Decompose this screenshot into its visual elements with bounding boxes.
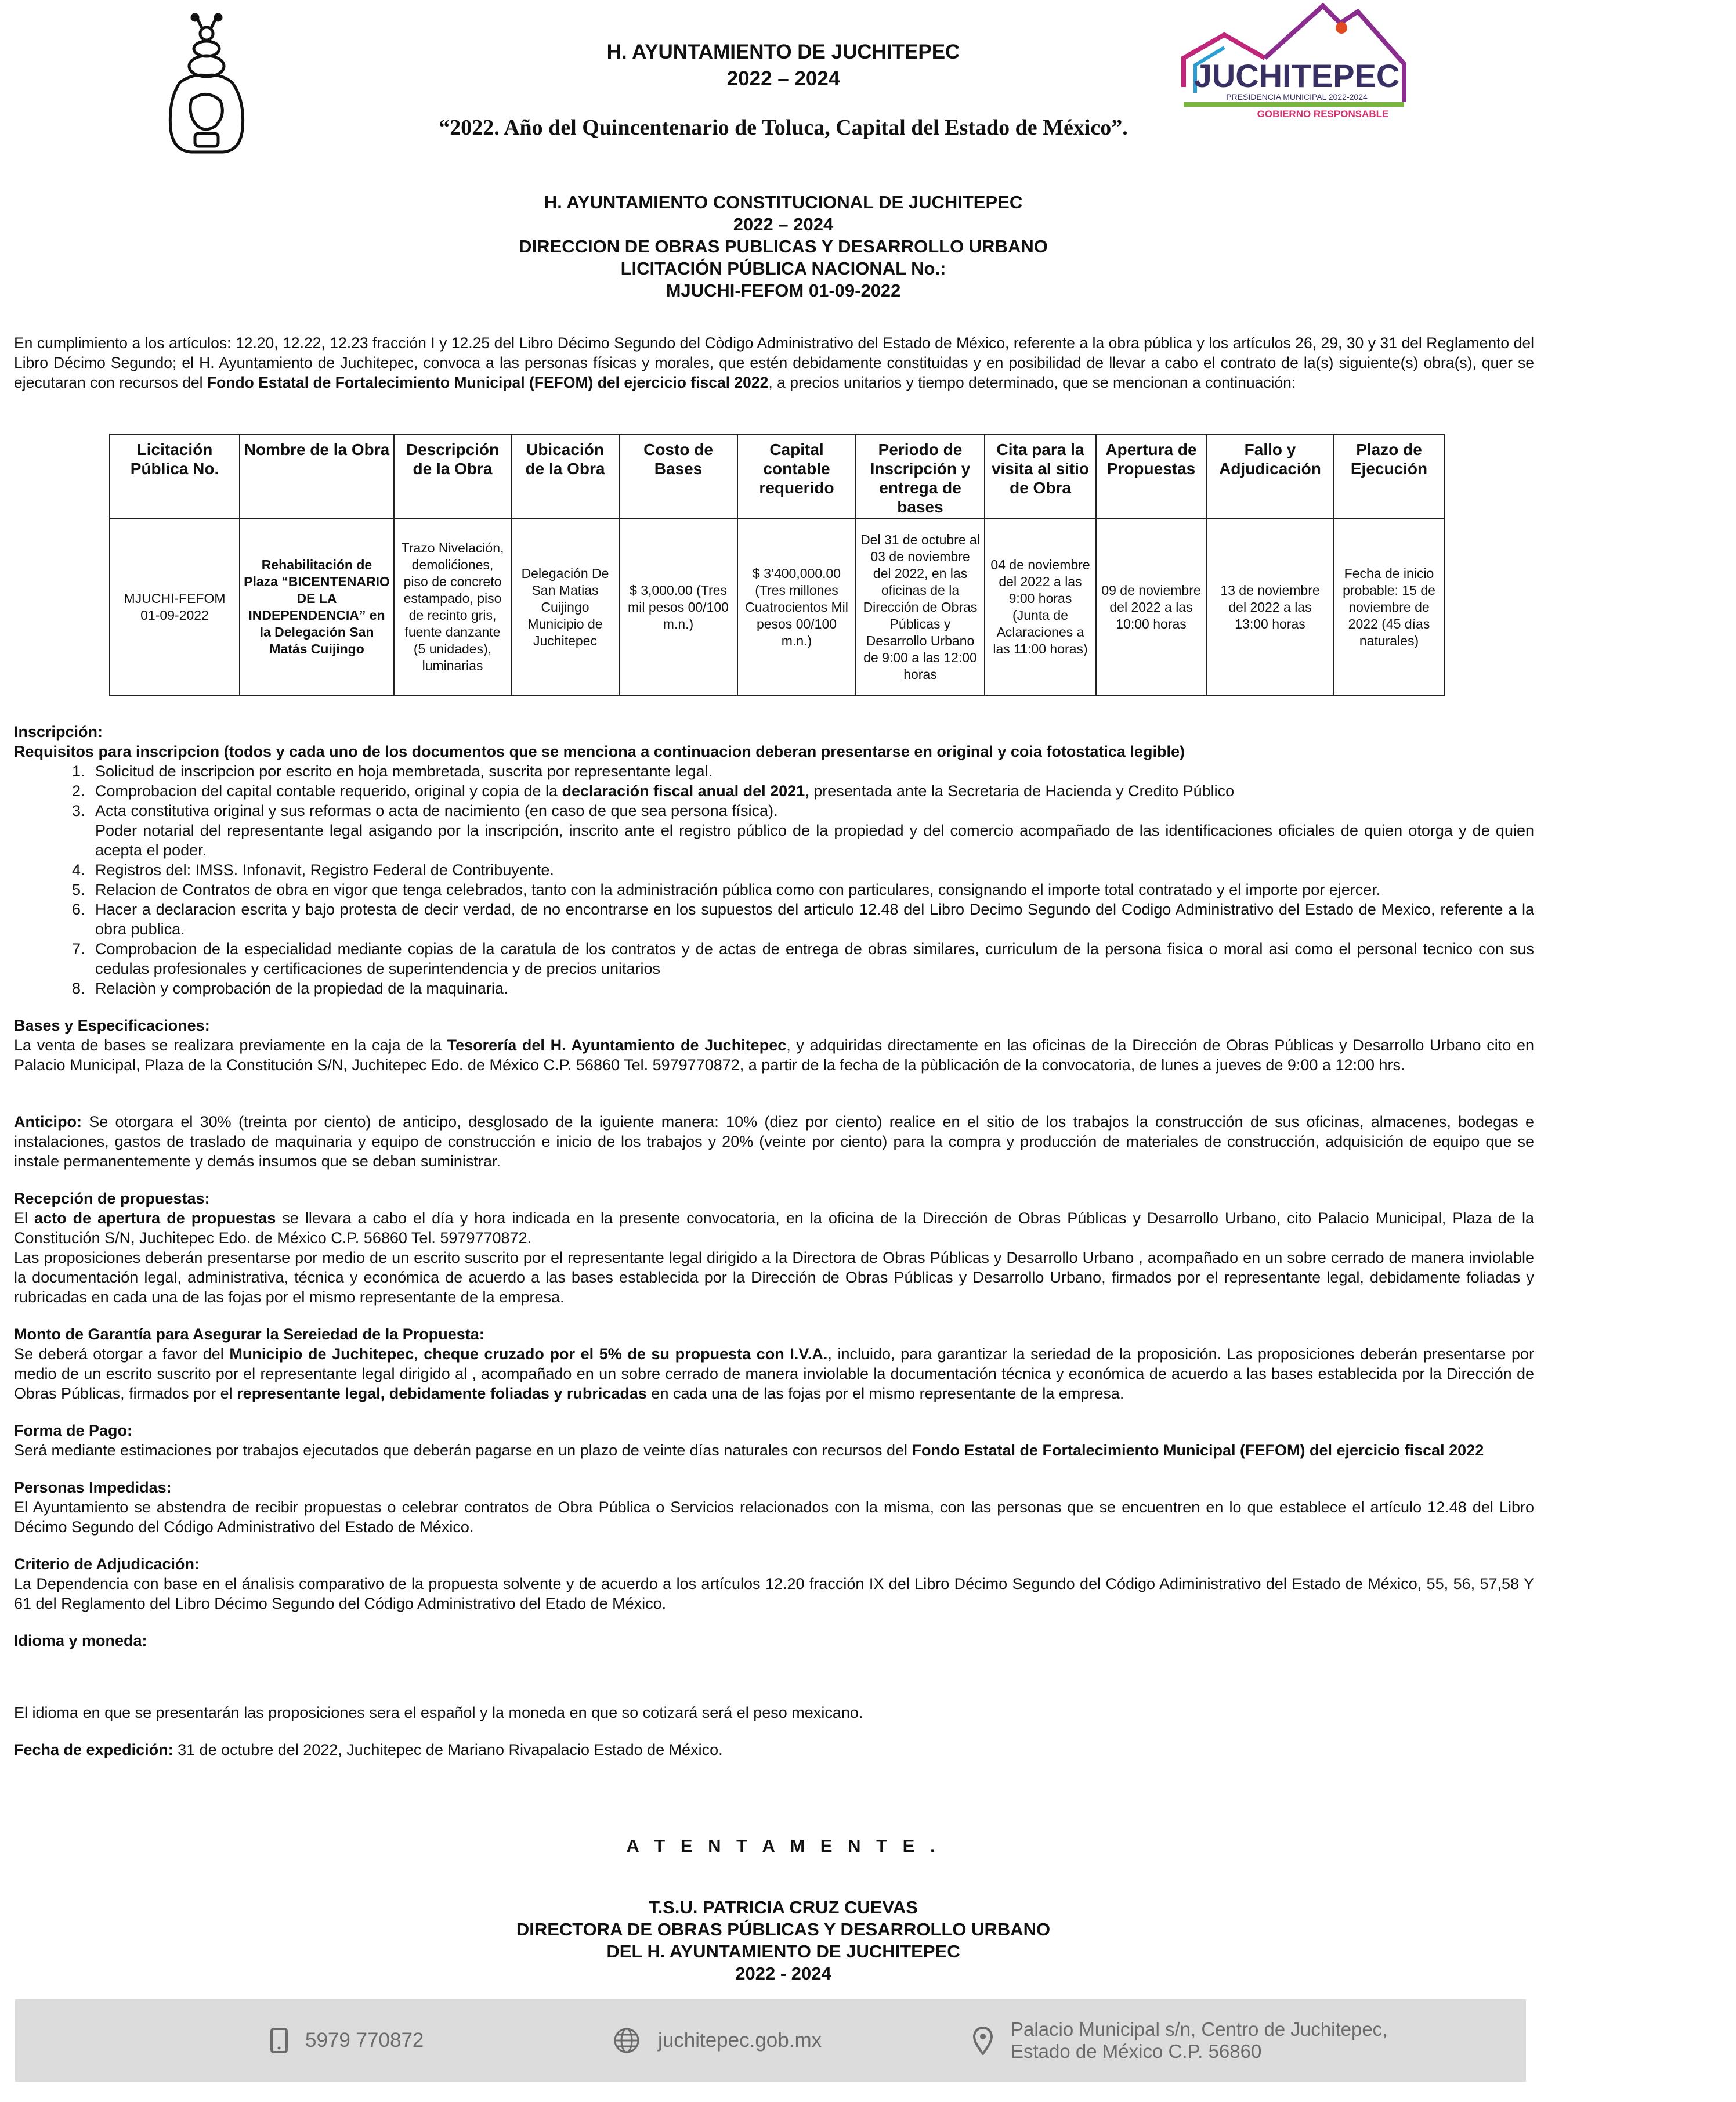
signer-name: T.S.U. PATRICIA CRUZ CUEVAS (649, 1897, 918, 1917)
signer-role-1: DIRECTORA DE OBRAS PÚBLICAS Y DESARROLLO URBANO (516, 1919, 1051, 1940)
intro-paragraph: En cumplimiento a los artículos: 12.20, 12.22, 12.23 fracción I y 12.25 del Libro Décimo Segundo del Còdigo Administrativo del Estado de México, referente a la obra pública y los artículos 26, 29, 30 y 31 del Reglamento del Libro Décimo Segundo; el H. Ayuntamiento de Juchitepec, convoca a las personas físicas y morales, que estén debidamente constituidas y en posibilidad de llevar a cabo el contrato de la(s) siguiente(s) obra(s), quer se ejecutaran con recursos del Fondo Estatal de Fortalecimiento Municipal (FEFOM) del ejercicio fiscal 2022, a precios unitarios y tiempo determinado, que se mencionan a continuación: (14, 334, 1534, 391)
logo-sub: PRESIDENCIA MUNICIPAL 2022-2024 (1226, 92, 1368, 102)
list-item: 6. Hacer a declaracion escrita y bajo protesta de decir verdad, de no encontrarse en los supuestos del articulo 12.48 del Libro Decimo Segundo del Codigo Administrativo del Estado de Mexico, referente a la obra publica. (89, 900, 1534, 939)
column-header: Capital contable requerido (737, 435, 856, 518)
list-item: 1. Solicitud de inscripcion por escrito en hoja membretada, suscrita por representante legal. (89, 761, 1534, 781)
footer-phone: 5979 770872 (270, 1999, 424, 2082)
column-header: Apertura de Propuestas (1096, 435, 1206, 518)
requirements-list (14, 761, 1534, 998)
header-line-1: H. AYUNTAMIENTO DE JUCHITEPEC (606, 41, 960, 63)
column-header: Ubicación de la Obra (511, 435, 619, 518)
recepcion-heading: Recepción de propuestas: (14, 1190, 210, 1207)
municipal-emblem-icon (162, 13, 249, 158)
document-body (14, 722, 1534, 1760)
recepcion-paragraph-2: Las proposiciones deberán presentarse por medio de un escrito suscrito por el representante legal dirigido a la Directora de Obras Públicas y Desarrollo Urbano , acompañado en un sobre cerrado de manera inviolable la documentación legal, administrativa, técnica y económica de acuerdo a las bases establecida por la Dirección de Obras Públicas y Desarrollo Urbano, firmados por el representante legal, debidamente foliadas y rubricadas en cada una de las fojas por el mismo representante de la empresa. (14, 1249, 1534, 1306)
column-header: Plazo de Ejecución (1334, 435, 1444, 518)
signature-block (406, 1897, 1160, 1985)
table-cell: Rehabilitación de Plaza “BICENTENARIO DE LA INDEPENDENCIA” en la Delegación San Matás Cuijingo (240, 518, 394, 696)
title-line-3: DIRECCION DE OBRAS PUBLICAS Y DESARROLLO URBANO (519, 236, 1048, 257)
recepcion-paragraph: El acto de apertura de propuestas se llevara a cabo el día y hora indicada en la presente convocatoria, en la oficina de la Dirección de Obras Públicas y Desarrollo Urbano, cito Palacio Municipal, Plaza de la Constitución S/N, Juchitepec Edo. de México C.P. 56860 Tel. 5979770872. (14, 1209, 1534, 1247)
bases-paragraph: La venta de bases se realizara previamente en la caja de la Tesorería del H. Ayuntamiento de Juchitepec, y adquiridas directamente en las oficinas de la Dirección de Obras Públicas y Desarrollo Urbano cito en Palacio Municipal, Plaza de la Constitución S/N, Juchitepec Edo. de México C.P. 56860 Tel. 5979770872, a partir de la fecha de la pùblicación de la convocatoria, de lunes a jueves de 9:00 a 12:00 hrs. (14, 1036, 1534, 1074)
globe-icon (613, 2027, 641, 2054)
works-table (109, 434, 1445, 696)
signer-role-2: DEL H. AYUNTAMIENTO DE JUCHITEPEC (606, 1941, 960, 1962)
column-header: Licitación Pública No. (110, 435, 240, 518)
table-cell: Trazo Nivelación, demolićiones, piso de concreto estampado, piso de recinto gris, fuente danzante (5 unidades), luminarias (394, 518, 511, 696)
signer-period: 2022 - 2024 (735, 1963, 831, 1984)
pago-paragraph: Será mediante estimaciones por trabajos ejecutados que deberán pagarse en un plazo de veinte días naturales con recursos del Fondo Estatal de Fortalecimiento Municipal (FEFOM) del ejercicio fiscal 2022 (14, 1442, 1484, 1459)
table-cell: Fecha de inicio probable: 15 de noviembre de 2022 (45 días naturales) (1334, 518, 1444, 696)
juchitepec-logo (1172, 0, 1416, 122)
location-pin-icon (972, 2026, 993, 2055)
idioma-paragraph: El idioma en que se presentarán las proposiciones sera el español y la moneda en que so cotizará será el peso mexicano. (14, 1704, 863, 1721)
title-line-2: 2022 – 2024 (733, 214, 834, 234)
footer-address: Palacio Municipal s/n, Centro de Juchitepec, Estado de México C.P. 56860 (972, 1999, 1387, 2082)
garantia-heading: Monto de Garantía para Asegurar la Sereiedad de la Propuesta: (14, 1326, 484, 1343)
table-cell: Del 31 de octubre al 03 de noviembre del 2022, en las oficinas de la Dirección de Obras Públicas y Desarrollo Urbano de 9:00 a las 12:00 horas (856, 518, 985, 696)
phone-icon (270, 2028, 288, 2053)
inscripcion-subheading: Requisitos para inscripcion (todos y cada uno de los documentos que se menciona a continuacion deberan presentarse en original y coia fotostatica legible) (14, 743, 1185, 760)
column-header: Descripción de la Obra (394, 435, 511, 518)
footer-bar (15, 1999, 1526, 2082)
table-cell: $ 3,000.00 (Tres mil pesos 00/100 m.n.) (619, 518, 737, 696)
criterio-paragraph: La Dependencia con base en el ánalisis comparativo de la propuesta solvente y de acuerdo a los artículos 12.20 fracción IX del Libro Décimo Segundo del Código Adiministrativo del Estado de México, 55, 56, 57,58 Y 61 del Reglamento del Libro Décimo Segundo del Código Administrativo del Etado de México. (14, 1575, 1534, 1612)
column-header: Costo de Bases (619, 435, 737, 518)
pago-heading: Forma de Pago: (14, 1422, 133, 1439)
list-item: 3. Acta constitutiva original y sus reformas o acta de nacimiento (en caso de que sea persona física). Poder notarial del representante legal asigando por la inscripción, inscrito ante el registro público de la propiedad y del comercio acompañado de las identificaciones oficiales de quien otorga y de quien acepta el poder. (89, 801, 1534, 860)
document-title (290, 192, 1276, 302)
closing-text: A T E N T A M E N T E . (626, 1836, 941, 1856)
column-header: Cita para la visita al sitio de Obra (985, 435, 1096, 518)
list-item: 8. Relaciòn y comprobación de la propiedad de la maquinaria. (89, 978, 1534, 998)
table-cell: $ 3’400,000.00 (Tres millones Cuatrocientos Mil pesos 00/100 m.n.) (737, 518, 856, 696)
table-cell: Delegación De San Matias Cuijingo Municipio de Juchitepec (511, 518, 619, 696)
impedidas-paragraph: El Ayuntamiento se abstendra de recibir propuestas o celebrar contratos de Obra Pública o Servicios relacionados con la misma, con las personas que se encuentren en lo que establece el artículo 12.48 del Libro Décimo Segundo del Código Administrativo del Estado de México. (14, 1498, 1534, 1536)
table-row (110, 518, 1444, 696)
column-header: Periodo de Inscripción y entrega de bases (856, 435, 985, 518)
table-header-row (110, 435, 1444, 518)
list-item: 5. Relacion de Contratos de obra en vigor que tenga celebrados, tanto con la administración pública como con particulares, consignando el importe total contratado y el importe por ejercer. (89, 880, 1534, 900)
list-item: 2. Comprobacion del capital contable requerido, original y copia de la declaración fiscal anual del 2021, presentada ante la Secretaria de Hacienda y Credito Público (89, 781, 1534, 801)
list-item: 4. Registros del: IMSS. Infonavit, Registro Federal de Contribuyente. (89, 860, 1534, 880)
fecha-paragraph: Fecha de expedición: 31 de octubre del 2022, Juchitepec de Mariano Rivapalacio Estado de México. (14, 1741, 723, 1758)
table-cell: 09 de noviembre del 2022 a las 10:00 horas (1096, 518, 1206, 696)
anticipo-paragraph: Anticipo: Se otorgara el 30% (treinta por ciento) de anticipo, desglosado de la iguiente manera: 10% (diez por ciento) realice en el sitio de los trabajos la construcción de sus oficinas, almacenes, bodegas e instalaciones, gastos de traslado de maquinaria y equipo de construcción e inicio de los trabajos y 20% (veinte por ciento) para la compra y producción de materiales de construcción, adquisición de equipo que se instale permanentemente y demás insumos que se deban suministrar. (14, 1113, 1534, 1170)
list-item: 7. Comprobacion de la especialidad mediante copias de la caratula de los contratos y de actas de entrega de obras similares, curriculum de la persona fisica o moral asi como el personal tecnico con sus cedulas profesionales y certificaciones de superintendencia y de precios unitarios (89, 939, 1534, 978)
garantia-paragraph: Se deberá otorgar a favor del Municipio de Juchitepec, cheque cruzado por el 5% de su propuesta con I.V.A., incluido, para garantizar la seriedad de la proposición. Las proposiciones deberán presentarse por medio de un escrito suscrito por el representante legal dirigido al , acompañado en un sobre cerrado de manera inviolable la documentación técnica y económica de acuerdo a las bases establecida por la Dirección de Obras Públicas, firmados por el representante legal, debidamente foliadas y rubricadas en cada una de las fojas por el mismo representante de la empresa. (14, 1345, 1534, 1402)
title-line-5: MJUCHI-FEFOM 01-09-2022 (666, 280, 901, 301)
header-motto: “2022. Año del Quincentenario de Toluca, Capital del Estado de México”. (439, 115, 1128, 140)
title-line-1: H. AYUNTAMIENTO CONSTITUCIONAL DE JUCHITEPEC (544, 192, 1023, 212)
table-cell: 04 de noviembre del 2022 a las 9:00 horas (Junta de Aclaraciones a las 11:00 horas) (985, 518, 1096, 696)
logo-tagline: GOBIERNO RESPONSABLE (1257, 109, 1389, 120)
inscripcion-heading: Inscripción: (14, 723, 103, 741)
criterio-heading: Criterio de Adjudicación: (14, 1555, 200, 1573)
column-header: Nombre de la Obra (240, 435, 394, 518)
table-cell: MJUCHI-FEFOM 01-09-2022 (110, 518, 240, 696)
idioma-heading: Idioma y moneda: (14, 1632, 147, 1649)
header-line-2: 2022 – 2024 (726, 67, 840, 90)
footer-website: juchitepec.gob.mx (613, 1999, 822, 2082)
bases-heading: Bases y Especificaciones: (14, 1017, 210, 1034)
table-cell: 13 de noviembre del 2022 a las 13:00 horas (1206, 518, 1334, 696)
impedidas-heading: Personas Impedidas: (14, 1479, 172, 1496)
logo-name: JUCHITEPEC (1194, 57, 1400, 94)
title-line-4: LICITACIÓN PÚBLICA NACIONAL No.: (620, 258, 946, 279)
column-header: Fallo y Adjudicación (1206, 435, 1334, 518)
